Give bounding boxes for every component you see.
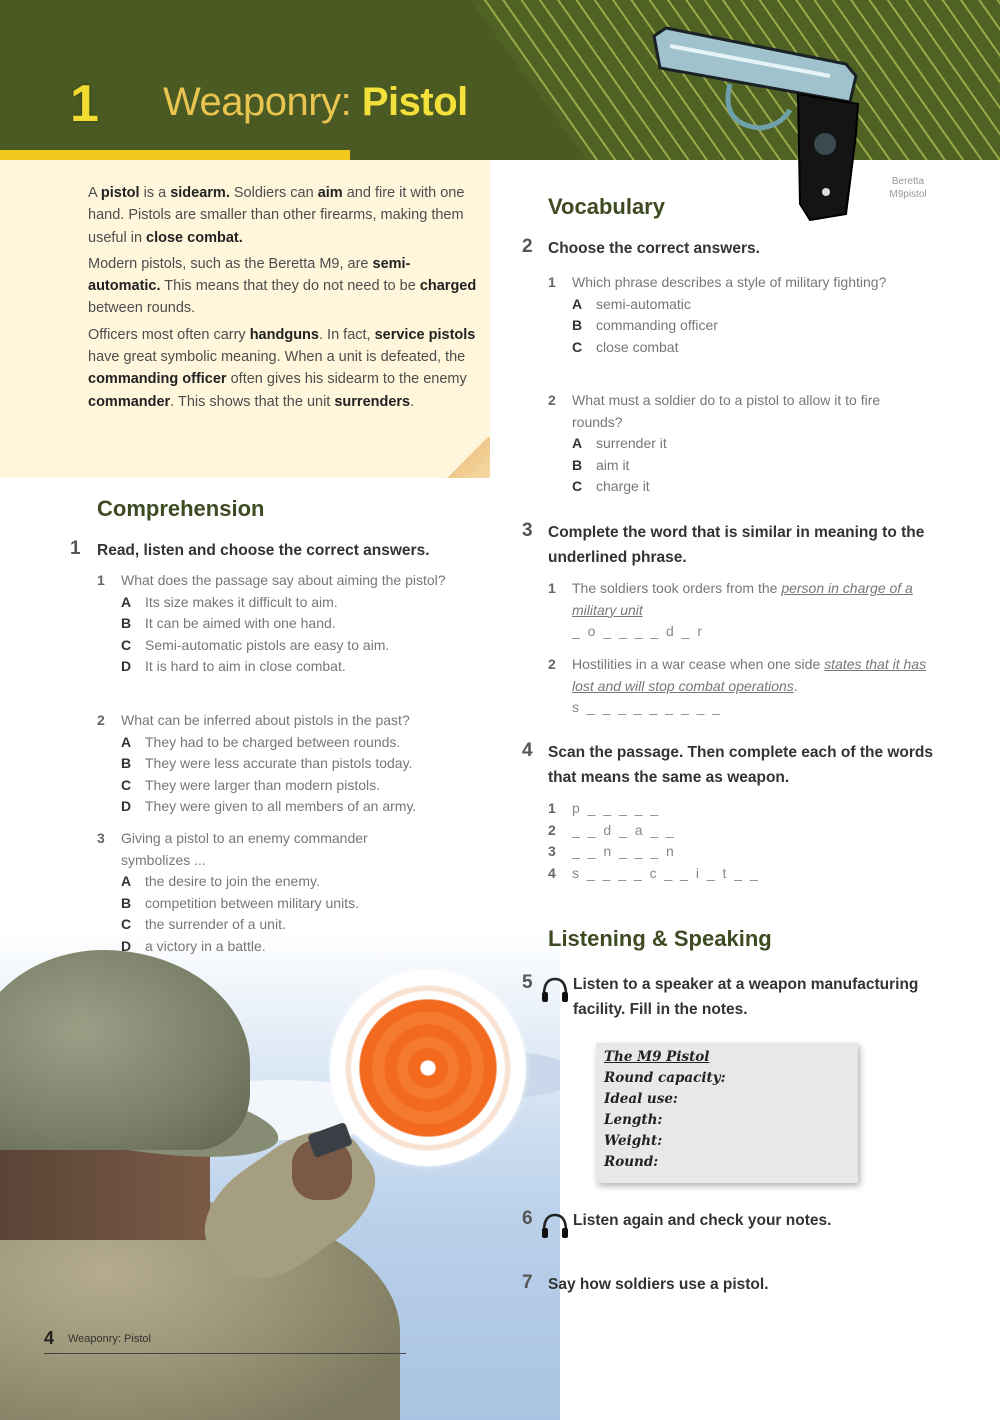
page-number: 4: [44, 1328, 55, 1348]
option-letter: C: [121, 776, 132, 793]
answer-option[interactable]: [548, 476, 928, 498]
key-term: sidearm.: [170, 185, 230, 201]
passage-text: between rounds.: [88, 300, 196, 317]
option-text: It is hard to aim in close combat.: [145, 658, 346, 674]
caption-line: M9pistol: [889, 189, 927, 200]
accent-bar: [0, 150, 350, 160]
question-item: [97, 828, 427, 957]
key-term: surrenders: [334, 393, 411, 410]
option-text: It can be aimed with one hand.: [145, 615, 336, 631]
fill-in-list: [548, 798, 848, 884]
option-text: Semi-automatic pistols are easy to aim.: [145, 636, 390, 653]
answer-option[interactable]: [548, 433, 928, 455]
option-text: charge it: [596, 478, 650, 494]
item-number: 4: [548, 864, 556, 881]
exercise-instruction: Listen to a speaker at a weapon manufacturing facility. Fill in the notes.: [573, 976, 919, 1018]
answer-option[interactable]: [548, 337, 888, 359]
key-term: commander: [88, 393, 171, 410]
item-number: 1: [548, 580, 556, 596]
exercise-instruction: Say how soldiers use a pistol.: [548, 1276, 769, 1293]
caption-line: Beretta: [891, 176, 925, 187]
question-text: What can be inferred about pistols in the past?: [121, 712, 410, 728]
key-term: close combat.: [146, 229, 243, 246]
word-blank-input[interactable]: p _ _ _ _ _: [572, 800, 661, 816]
option-letter: D: [121, 937, 132, 954]
exercise-number: 7: [522, 1272, 533, 1293]
item-text-before: Hostilities in a war cease when one side: [572, 656, 825, 672]
option-text: a victory in a battle.: [145, 937, 266, 954]
question-text: What must a soldier do to a pistol to allow it to fire rounds?: [572, 392, 881, 430]
option-letter: A: [121, 873, 132, 889]
passage-text: and fire it with one hand. Pistols are smaller than other firearms, making them useful in: [88, 185, 465, 246]
fill-in-item: [548, 863, 848, 885]
footer-divider: [44, 1353, 406, 1354]
footer-unit-label: Weaponry: Pistol: [68, 1333, 151, 1345]
option-letter: B: [121, 755, 132, 771]
answer-option[interactable]: [97, 656, 477, 678]
headphones-icon[interactable]: [540, 1211, 570, 1241]
answer-option[interactable]: [97, 775, 477, 797]
option-letter: B: [572, 456, 583, 473]
key-term: pistol: [100, 185, 140, 201]
option-text: competition between military units.: [145, 894, 359, 911]
option-text: close combat: [596, 338, 679, 355]
answer-option[interactable]: [548, 315, 888, 337]
exercise-number: 5: [522, 972, 533, 993]
question-text: What does the passage say about aiming the pistol?: [121, 572, 446, 588]
passage-text: This means that they do not need to be: [160, 278, 420, 295]
answer-option[interactable]: [97, 592, 477, 614]
word-blank-input[interactable]: s _ _ _ _ _ _ _ _ _: [572, 699, 723, 715]
question-text: Giving a pistol to an enemy commander symbolizes ...: [121, 830, 368, 868]
section-heading-comprehension: Comprehension: [97, 496, 265, 521]
item-text: [548, 654, 928, 697]
answer-option[interactable]: [97, 893, 427, 915]
answer-option[interactable]: [548, 455, 928, 477]
question-item: [548, 272, 888, 358]
answer-option[interactable]: [97, 796, 477, 818]
passage-text: often gives his sidearm to the enemy: [226, 371, 467, 388]
reading-paragraph: [88, 253, 480, 320]
option-text: They were given to all members of an army.: [145, 798, 417, 814]
option-letter: A: [572, 435, 583, 451]
passage-text: Soldiers can: [229, 185, 318, 201]
exercise-instruction: Complete the word that is similar in meaning to the underlined phrase.: [548, 524, 925, 566]
key-term: handguns: [249, 326, 319, 343]
notes-title: The M9 Pistol: [604, 1049, 710, 1065]
page-curl-corner: [446, 437, 490, 478]
option-text: semi-automatic: [596, 295, 691, 312]
unit-title-main: Pistol: [361, 80, 468, 124]
option-letter: C: [121, 636, 132, 653]
exercise-number: 6: [522, 1208, 533, 1229]
section-heading-vocabulary: Vocabulary: [548, 194, 665, 219]
item-number: 2: [548, 821, 556, 838]
reading-passage: [88, 182, 480, 417]
option-text: They were less accurate than pistols today.: [145, 755, 413, 771]
underlined-phrase: states that it has lost and will stop combat operations: [572, 656, 927, 694]
key-term: service pistols: [374, 326, 476, 343]
passage-text: have great symbolic meaning. When a unit is defeated, the: [88, 349, 466, 366]
headphones-icon[interactable]: [540, 975, 570, 1005]
passage-text: . This shows that the unit: [170, 393, 335, 410]
fill-in-item: [548, 841, 848, 863]
key-term: charged: [419, 278, 477, 295]
answer-option[interactable]: [97, 732, 477, 754]
reading-paragraph: [88, 182, 480, 249]
option-text: Its size makes it difficult to aim.: [145, 593, 338, 610]
word-blank-input[interactable]: _ _ n _ _ _ n: [572, 843, 676, 859]
item-number: 3: [548, 843, 556, 859]
option-text: They had to be charged between rounds.: [145, 733, 401, 750]
question-item: [548, 390, 928, 498]
notes-field-round[interactable]: Round:: [604, 1154, 659, 1170]
item-text-after: .: [793, 677, 798, 694]
item-text: [548, 578, 938, 621]
target-icon: [330, 970, 526, 1166]
question-number: 2: [548, 392, 556, 408]
passage-text: Modern pistols, such as the Beretta M9, are: [88, 255, 373, 272]
question-text: Which phrase describes a style of military fighting?: [572, 274, 887, 290]
option-letter: A: [572, 295, 583, 312]
answer-option[interactable]: [548, 294, 888, 316]
notes-field-round-capacity[interactable]: Round capacity:: [604, 1070, 726, 1086]
question-item: [97, 710, 477, 818]
exercise-number: 2: [522, 236, 533, 257]
fill-in-item: [548, 820, 848, 842]
fill-in-item: [548, 654, 928, 719]
answer-option[interactable]: [97, 635, 477, 657]
passage-text: is a: [139, 185, 171, 201]
item-number: 2: [548, 656, 556, 672]
answer-option[interactable]: [97, 871, 427, 893]
exercise-number: 3: [522, 520, 533, 541]
question-number: 2: [97, 712, 105, 728]
notes-field-ideal-use[interactable]: Ideal use:: [604, 1091, 678, 1107]
underlined-phrase: person in charge of a military unit: [572, 580, 913, 618]
option-text: They were larger than modern pistols.: [145, 776, 380, 793]
option-text: the desire to join the enemy.: [145, 873, 320, 889]
exercise-number: 4: [522, 740, 533, 761]
passage-text: A: [88, 185, 101, 201]
question-number: 3: [97, 830, 105, 846]
option-letter: A: [121, 593, 132, 610]
option-text: the surrender of a unit.: [145, 916, 286, 932]
unit-title: [163, 80, 468, 125]
exercise-instruction: Scan the passage. Then complete each of the words that means the same as weapon.: [548, 744, 934, 786]
key-term: commanding officer: [88, 371, 227, 388]
option-letter: B: [121, 894, 132, 911]
option-letter: B: [121, 615, 132, 631]
exercise-instruction: Listen again and check your notes.: [573, 1212, 832, 1229]
fill-in-item: [548, 798, 848, 820]
option-text: commanding officer: [596, 317, 718, 333]
unit-title-prefix: Weaponry:: [163, 80, 352, 124]
word-blank-input[interactable]: _ o _ _ _ _ d _ r: [572, 623, 705, 639]
answer-option[interactable]: [97, 936, 427, 958]
option-letter: D: [121, 798, 132, 814]
option-letter: C: [121, 916, 132, 932]
option-letter: C: [572, 478, 583, 494]
exercise-instruction: Read, listen and choose the correct answers.: [97, 542, 430, 559]
key-term: semi-automatic.: [88, 255, 411, 295]
passage-text: Officers most often carry: [88, 326, 250, 343]
word-blank-input[interactable]: s _ _ _ _ c _ _ i _ t _ _: [572, 864, 760, 881]
fill-in-item: [548, 578, 938, 643]
section-heading-listening-speaking: Listening & Speaking: [548, 926, 772, 951]
answer-option[interactable]: [97, 613, 477, 635]
question-item: [97, 570, 477, 678]
question-number: 1: [548, 274, 556, 290]
word-blank-input[interactable]: _ _ d _ a _ _: [572, 821, 676, 838]
notes-field-length[interactable]: Length:: [604, 1112, 663, 1128]
option-letter: B: [572, 317, 583, 333]
option-text: surrender it: [596, 435, 667, 451]
exercise-instruction: Choose the correct answers.: [548, 240, 760, 257]
question-number: 1: [97, 572, 105, 588]
option-letter: D: [121, 658, 132, 674]
pistol-illustration: [650, 24, 890, 224]
option-text: aim it: [596, 456, 630, 473]
option-letter: A: [121, 733, 132, 750]
item-text-before: The soldiers took orders from the: [572, 580, 782, 596]
option-letter: C: [572, 338, 583, 355]
exercise-number: 1: [70, 538, 81, 559]
unit-number: 1: [70, 75, 99, 133]
passage-text: . In fact,: [318, 326, 375, 343]
answer-option[interactable]: [97, 753, 477, 775]
reading-paragraph: [88, 324, 480, 413]
notes-field-weight[interactable]: Weight:: [604, 1133, 663, 1149]
item-number: 1: [548, 800, 556, 816]
answer-option[interactable]: [97, 914, 427, 936]
notes-card: [596, 1043, 858, 1183]
key-term: aim: [317, 185, 343, 201]
passage-text: .: [410, 393, 415, 410]
